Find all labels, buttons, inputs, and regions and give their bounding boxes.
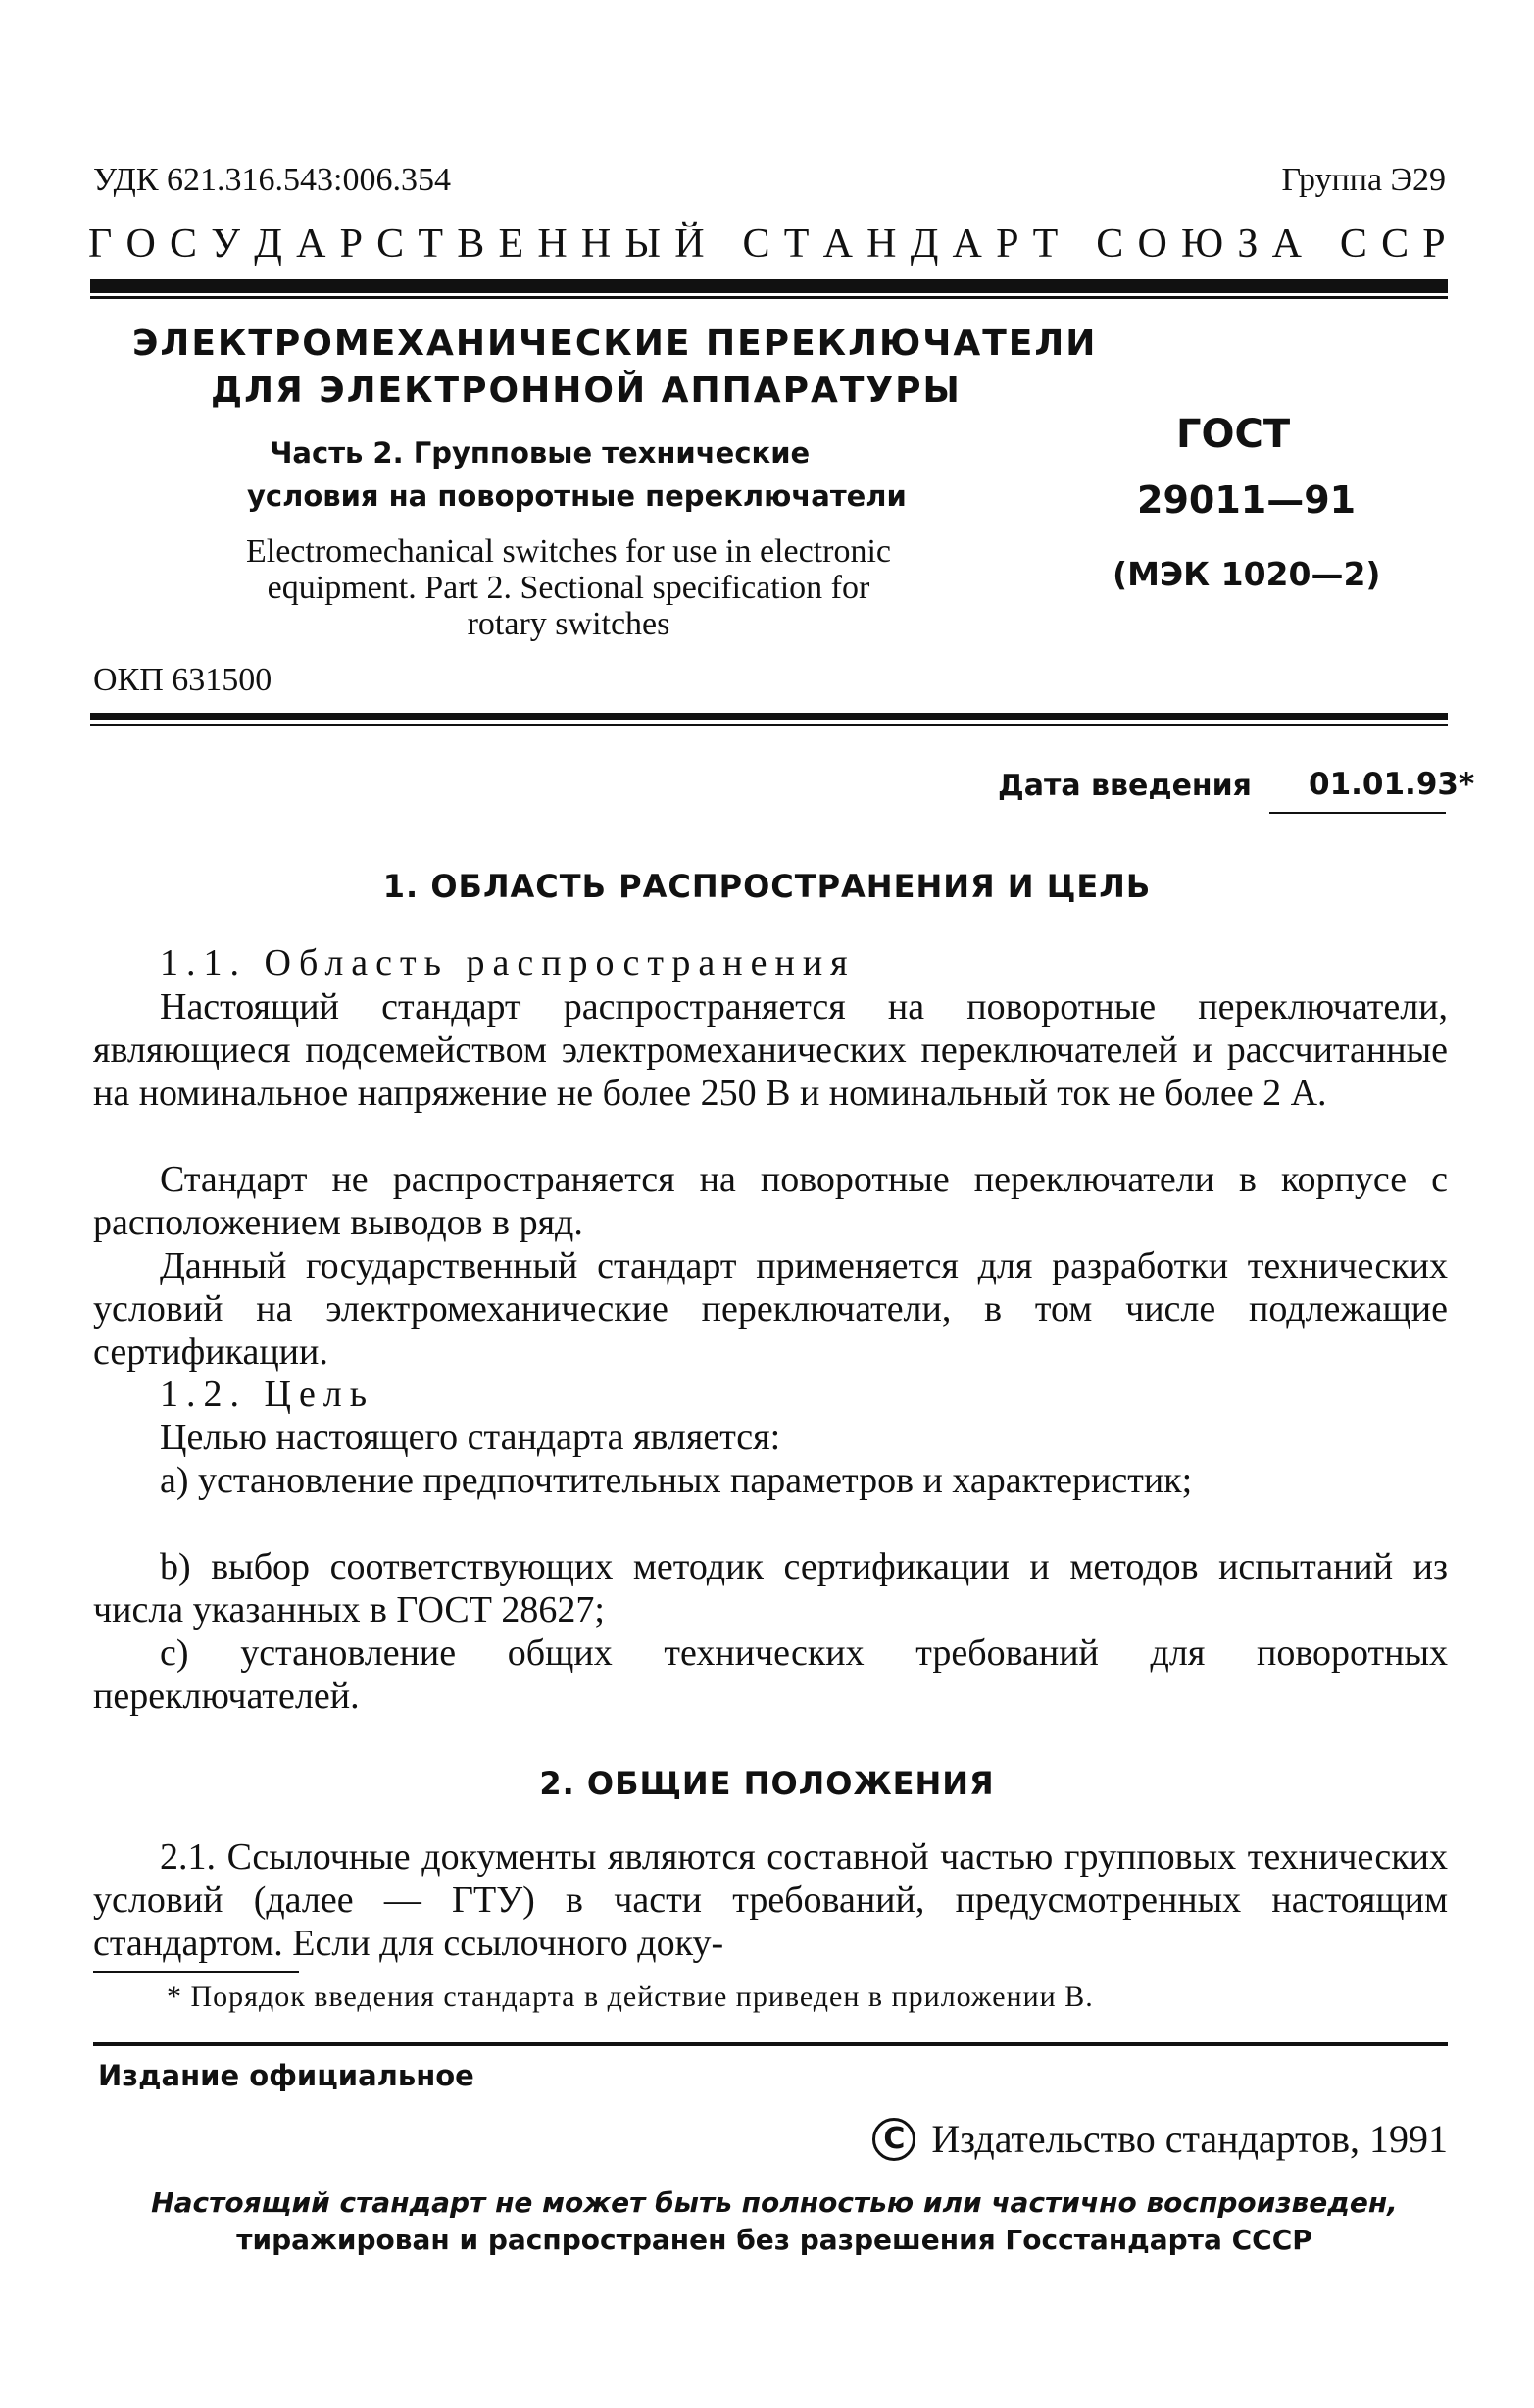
banner-letter: Т	[1032, 222, 1059, 267]
banner-letter	[1315, 221, 1326, 268]
clause-1-2-item-a: а) установление предпочтительных параметров и характеристик;	[160, 1460, 1193, 1501]
banner-letter: Т	[783, 222, 810, 267]
banner-letter: Д	[254, 222, 282, 267]
footnote: * Порядок введения стандарта в действие приведен в приложении В.	[167, 1981, 1094, 2013]
copyright-text: Издательство стандартов, 1991	[931, 2117, 1448, 2161]
clause-2-1-paragraph: 2.1. Ссылочные документы являются составной частью групповых технических условий (далее — ГТУ) в части требований, предусмотренных настоящим стандартом. Если для ссылочного доку-	[93, 1836, 1448, 1964]
clause-1-2-intro: Целью настоящего стандарта является:	[160, 1417, 781, 1458]
intro-date-underline	[1269, 812, 1446, 814]
banner-letter: С	[170, 222, 198, 267]
banner-letter: У	[211, 222, 240, 267]
reproduction-notice-line-2: тиражирован и распространен без разрешения Госстандарта СССР	[236, 2224, 1312, 2256]
banner-letter: Й	[674, 222, 705, 267]
banner-letter: А	[822, 222, 853, 267]
banner-letter: В	[457, 222, 485, 267]
title-line-1: ЭЛЕКТРОМЕХАНИЧЕСКИЕ ПЕРЕКЛЮЧАТЕЛИ	[132, 324, 1098, 364]
part-title-line-1: Часть 2. Групповые технические	[270, 436, 811, 470]
title-rule	[90, 713, 1448, 720]
banner-letter: Р	[996, 222, 1019, 267]
banner-letter: Н	[866, 222, 897, 267]
clause-1-1-paragraph-3: Данный государственный стандарт применяется для разработки технических условий на электромеханические переключатели, в том числе подлежащие сертификации.	[93, 1245, 1448, 1373]
copyright-line	[872, 2116, 1448, 2162]
clause-1-1-title: 1.1. Область распространения	[160, 942, 856, 983]
banner-letter	[1072, 221, 1083, 268]
edition-label: Издание официальное	[98, 2059, 474, 2092]
banner-letter: Е	[498, 222, 524, 267]
gost-number: 29011—91	[1137, 478, 1357, 522]
banner-letter: Н	[537, 222, 568, 267]
section-1-heading: 1. ОБЛАСТЬ РАСПРОСТРАНЕНИЯ И ЦЕЛЬ	[382, 868, 1152, 905]
copyright-icon: C	[872, 2118, 915, 2161]
banner-letter: З	[1237, 222, 1259, 267]
banner-letter: С	[376, 222, 405, 267]
clause-1-2-item-c: с) установление общих технических требований для поворотных переключателей.	[93, 1632, 1448, 1717]
banner-letter: О	[1137, 222, 1167, 267]
banner-letter: О	[125, 222, 156, 267]
intro-date-label: Дата введения	[998, 769, 1252, 803]
english-title: Electromechanical switches for use in electronic equipment. Part 2. Sectional specification for rotary switches	[246, 533, 891, 642]
banner-letter: Ы	[624, 222, 662, 267]
footer-rule	[93, 2042, 1448, 2046]
banner-letter: А	[1271, 222, 1302, 267]
clause-1-2-item-b: b) выбор соответствующих методик сертификации и методов испытаний из числа указанных в ГОСТ 28627;	[93, 1546, 1448, 1630]
banner-letter: С	[1381, 222, 1410, 267]
section-2-heading: 2. ОБЩИЕ ПОЛОЖЕНИЯ	[539, 1765, 995, 1802]
banner-letter	[718, 221, 729, 268]
state-standard-banner	[88, 221, 1446, 268]
clause-1-1-paragraph-2: Стандарт не распространяется на поворотные переключатели в корпусе с расположением выводов в ряд.	[93, 1159, 1448, 1243]
banner-letter: С	[1339, 222, 1367, 267]
okp-code: ОКП 631500	[93, 662, 272, 698]
banner-letter: Д	[910, 222, 939, 267]
banner-letter: Р	[339, 222, 363, 267]
reproduction-notice-line-1: Настоящий стандарт не может быть полностью или частично воспроизведен,	[151, 2186, 1398, 2219]
banner-letter: Р	[1422, 222, 1446, 267]
banner-letter: А	[296, 222, 326, 267]
clause-1-1-paragraph-1: Настоящий стандарт распространяется на поворотные переключатели, являющиеся подсемейством электромеханических переключателей и рассчитанные на номинальное напряжение не более 250 В и номинальный ток не более 2 А.	[93, 986, 1448, 1114]
gost-label: ГОСТ	[1176, 412, 1291, 457]
footnote-rule	[93, 1971, 299, 1973]
iec-reference: (МЭК 1020—2)	[1113, 555, 1381, 593]
banner-letter: Ю	[1180, 222, 1224, 267]
banner-letter: Т	[418, 222, 444, 267]
banner-letter: С	[742, 222, 770, 267]
intro-date-value: 01.01.93*	[1309, 767, 1475, 802]
banner-letter: Г	[88, 222, 113, 267]
group-code: Группа Э29	[1281, 162, 1446, 198]
part-title-line-2: условия на поворотные переключатели	[247, 479, 907, 513]
title-rule-thin	[90, 724, 1448, 726]
banner-letter: С	[1096, 222, 1124, 267]
banner-letter: А	[952, 222, 982, 267]
header-rule	[90, 279, 1448, 293]
header-rule-thin	[90, 296, 1448, 299]
banner-letter: Н	[580, 222, 612, 267]
title-line-2: ДЛЯ ЭЛЕКТРОННОЙ АППАРАТУРЫ	[211, 371, 962, 411]
clause-1-2-title: 1.2. Цель	[160, 1374, 375, 1415]
udk-code: УДК 621.316.543:006.354	[93, 162, 451, 198]
